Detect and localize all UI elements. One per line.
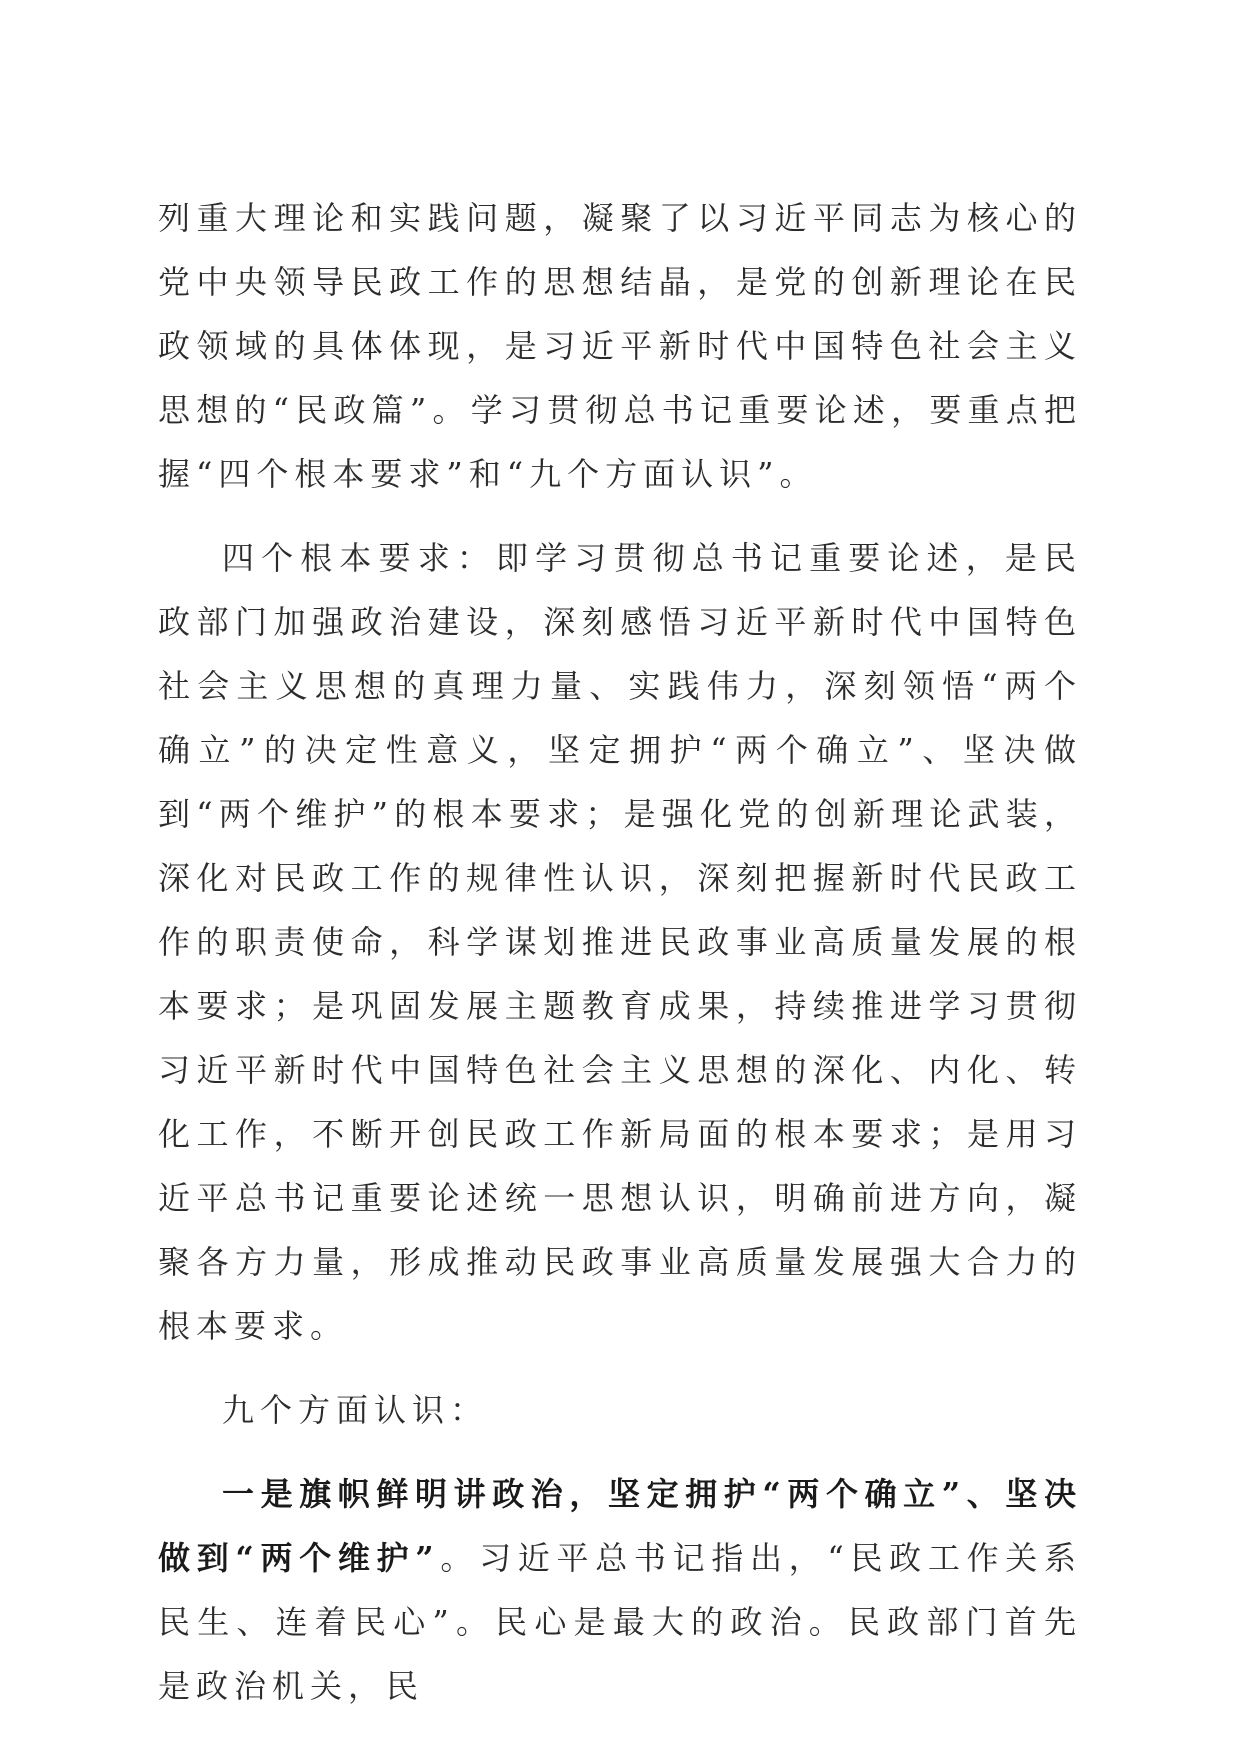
paragraph-nine-aspects-heading <box>158 1378 1082 1442</box>
paragraph-intro-text: 列重大理论和实践问题，凝聚了以习近平同志为核心的党中央领导民政工作的思想结晶，是党的创新理论在民政领域的具体体现，是习近平新时代中国特色社会主义思想的“民政篇”。学习贯彻总书记重要论述，要重点把握“四个根本要求”和“九个方面认识”。 <box>158 199 1082 493</box>
paragraph-four-requirements <box>158 526 1082 1358</box>
paragraph-point-one <box>158 1462 1082 1718</box>
paragraph-point-one-lead: 一是旗帜鲜明讲政治，坚定拥护“两个确立”、坚决做到“两个维护” <box>158 1475 1082 1577</box>
paragraph-nine-aspects-heading-text: 九个方面认识： <box>222 1391 489 1429</box>
paragraph-four-requirements-text: 四个根本要求：即学习贯彻总书记重要论述，是民政部门加强政治建设，深刻感悟习近平新时代中国特色社会主义思想的真理力量、实践伟力，深刻领悟“两个确立”的决定性意义，坚定拥护“两个确立”、坚决做到“两个维护”的根本要求；是强化党的创新理论武装，深化对民政工作的规律性认识，深刻把握新时代民政工作的职责使命，科学谋划推进民政事业高质量发展的根本要求；是巩固发展主题教育成果，持续推进学习贯彻习近平新时代中国特色社会主义思想的深化、内化、转化工作，不断开创民政工作新局面的根本要求；是用习近平总书记重要论述统一思想认识，明确前进方向，凝聚各方力量，形成推动民政事业高质量发展强大合力的根本要求。 <box>158 539 1082 1345</box>
paragraph-point-one-text: 。习近平总书记指出，“民政工作关系民生、连着民心”。民心是最大的政治。民政部门首先是政治机关，民 <box>158 1539 1082 1705</box>
document-body <box>158 186 1082 1718</box>
paragraph-intro <box>158 186 1082 506</box>
